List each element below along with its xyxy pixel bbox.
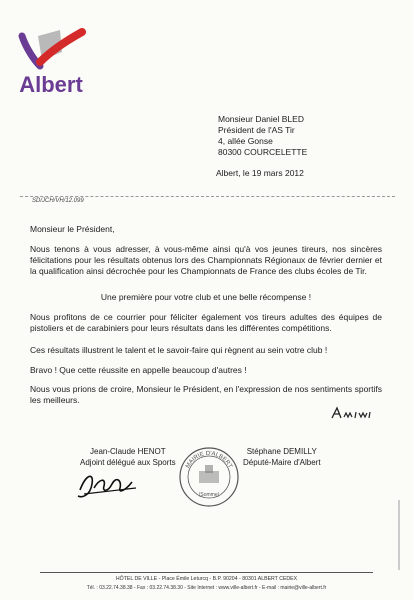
signatory-right-title: Député-Maire d'Albert	[243, 458, 321, 467]
reference-code: SD/JCH/VH/12.099	[32, 198, 84, 204]
body-paragraph: Nous vous prions de croire, Monsieur le Président, en l'expression de nos sentiments sportifs les meilleurs.	[30, 384, 382, 405]
body-centered-line: Une première pour votre club et une belle récompense !	[100, 292, 312, 302]
albert-logo-mark-icon	[16, 22, 86, 72]
signature-jc-henot	[72, 468, 142, 502]
recipient-line: Président de l'AS Tir	[218, 125, 295, 135]
svg-text:(Somme): (Somme)	[198, 492, 220, 498]
recipient-line: 80300 COURCELETTE	[218, 147, 308, 157]
reference-divider	[20, 196, 395, 197]
town-hall-stamp	[178, 446, 240, 508]
signatory-right-name: Stéphane DEMILLY	[246, 447, 317, 456]
signatory-left-title: Adjoint délégué aux Sports	[80, 458, 176, 467]
albert-logo	[14, 22, 88, 98]
side-print-mark	[396, 500, 404, 570]
signatory-left	[80, 446, 176, 468]
signatory-right	[243, 446, 321, 468]
body-paragraph: Bravo ! Que cette réussite en appelle beaucoup d'autres !	[30, 365, 247, 375]
svg-text:MAIRIE D'ALBERT: MAIRIE D'ALBERT	[185, 450, 233, 470]
body-paragraph: Ces résultats illustrent le talent et le savoir-faire qui règnent au sein votre club !	[30, 345, 328, 355]
letter-date: Albert, le 19 mars 2012	[216, 168, 304, 178]
footer-contacts: Tél. : 03.22.74.38.38 - Fax : 03.22.74.38.30 - Site Internet : www.ville-albert.fr - E-mail : mairie@ville-albert.fr	[86, 585, 327, 591]
signatory-left-name: Jean-Claude HENOT	[90, 447, 166, 456]
footer-address: HÔTEL DE VILLE - Place Émile Leturcq - B.P. 90204 - 80301 ALBERT CEDEX	[115, 576, 298, 582]
body-paragraph: Nous tenons à vous adresser, à vous-même ainsi qu'à vos jeunes tireurs, nos sincères félicitations pour les résultats obtenus lors des Championnats Régionaux de février dernier et la qualification ainsi décrochée pour les Championnats de France des clubs écoles de Tir.	[30, 244, 382, 276]
body-paragraph: Nous profitons de ce courrier pour féliciter également vos tireurs adultes des équipes de pistoliers et de carabiniers pour leurs résultats dans les différentes compétitions.	[30, 312, 382, 333]
recipient-line: Monsieur Daniel BLED	[218, 114, 304, 124]
salutation: Monsieur le Président,	[30, 224, 115, 234]
handwritten-note	[330, 404, 374, 422]
recipient-line: 4, allée Gonse	[218, 136, 273, 146]
footer-divider	[40, 572, 373, 573]
logo-wordmark: Albert	[19, 72, 83, 97]
recipient-address	[218, 114, 307, 158]
